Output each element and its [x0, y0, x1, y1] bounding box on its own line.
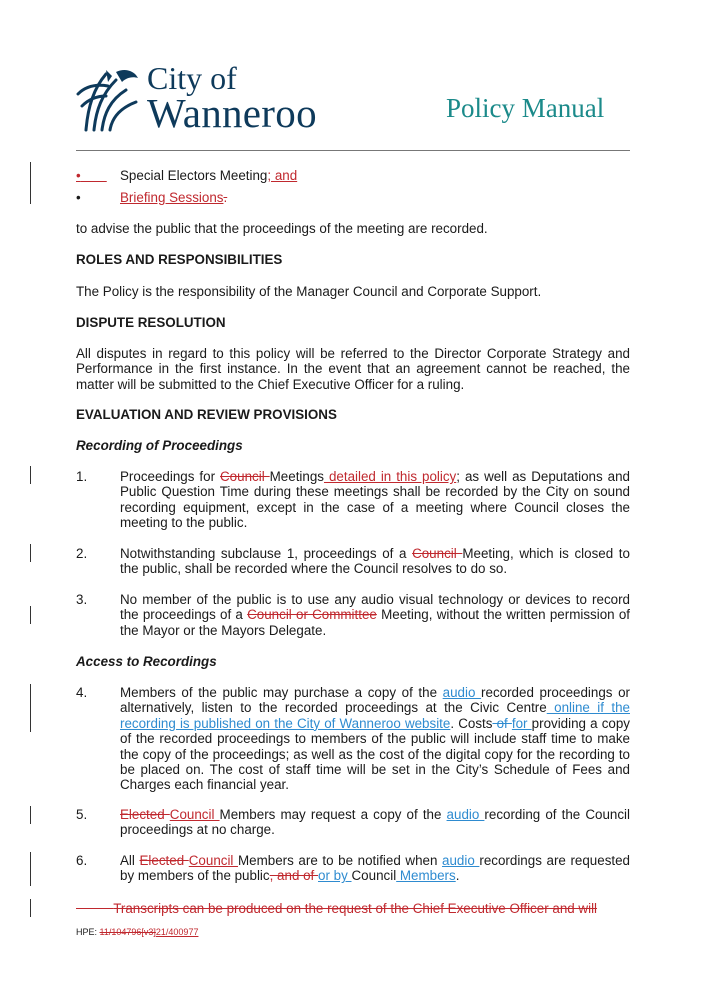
change-bar [30, 162, 31, 204]
deleted-text: Transcripts can be produced on the request of the Chief Executive Officer and will [113, 901, 598, 916]
item-number: 1. [76, 469, 88, 484]
bullet-marker: • [76, 168, 81, 183]
item-number: 4. [76, 685, 88, 700]
inserted-text: audio [446, 807, 485, 822]
subheading-access: Access to Recordings [76, 654, 217, 669]
list-item: Notwithstanding subclause 1, proceedings of a Council Meeting, which is closed to the public, shall be recorded where the Council resolves to do so. [120, 546, 630, 577]
inserted-text: for [511, 715, 532, 731]
bullet-marker: • [76, 190, 81, 205]
subheading-recording: Recording of Proceedings [76, 438, 243, 453]
section-heading-dispute: DISPUTE RESOLUTION [76, 315, 226, 330]
list-item: All Elected Council Members are to be notified when audio recordings are requested by members of the public, and of or by Council Members. [120, 853, 630, 884]
change-bar [30, 684, 31, 732]
logo-city-of: City of [147, 60, 237, 96]
roles-paragraph: The Policy is the responsibility of the Manager Council and Corporate Support. [76, 284, 542, 299]
deleted-text: Council or Committee [247, 607, 377, 623]
list-item: No member of the public is to use any audio visual technology or devices to record the proceedings of a Council or Committee Meeting, without the written permission of the Mayor or the Mayors Delegate. [120, 592, 630, 638]
section-heading-roles: ROLES AND RESPONSIBILITIES [76, 252, 283, 267]
inserted-text: audio [442, 853, 480, 868]
change-bar [30, 466, 31, 484]
change-bar [30, 806, 31, 824]
change-bar [30, 899, 31, 917]
dispute-paragraph: All disputes in regard to this policy will be referred to the Director Corporate Strategy and Performance in the first instance. In the event that an agreement cannot be reached, the matter will be submitted to the Chief Executive Officer for a ruling. [76, 346, 630, 392]
section-heading-evaluation: EVALUATION AND REVIEW PROVISIONS [76, 407, 337, 422]
deleted-text: Council [412, 546, 463, 561]
plant-emblem-icon [76, 66, 142, 132]
inserted-text: 21/400977 [155, 927, 199, 937]
item-number: 3. [76, 592, 88, 607]
deleted-text: Council [220, 469, 270, 484]
footer-reference: HPE: 11/104796[v3]21/400977 [76, 927, 199, 937]
logo-wanneroo: Wanneroo [147, 90, 317, 136]
inserted-text: Council [169, 807, 220, 822]
deleted-text: . [223, 190, 228, 205]
list-item: Members of the public may purchase a copy of the audio recorded proceedings or alternatively, listen to the recorded proceedings at the Civic Centre online if the recording is published on the City of Wanneroo website. Costs of for providing a copy of the recorded proceedings to members of the public will include staff time to make the copy of the proceedings; as well as the cost of the digital copy for the recording to be placed on. The cost of staff time will be set in the City’s Schedule of Fees and Charges each financial year. [120, 685, 631, 793]
deleted-text: 11/104796[v3] [99, 927, 156, 937]
inserted-text: online if the recording is published on the City of Wanneroo website [120, 700, 630, 731]
list-item: Proceedings for Council Meetings detailed in this policy; as well as Deputations and Public Question Time during these meetings shall be recorded by the City on sound recording equipment, except in the case of a meeting where Council closes the meeting to the public. [120, 469, 630, 531]
deleted-text: Elected [120, 807, 170, 822]
inserted-text: Council [188, 853, 239, 868]
change-bar [30, 852, 31, 886]
city-logo [76, 62, 326, 134]
item-number: 5. [76, 807, 88, 822]
inserted-text: audio [442, 685, 482, 700]
header-divider [76, 150, 630, 151]
bullet-item: Special Electors Meeting; and [120, 168, 298, 183]
inserted-text: or by [318, 868, 352, 884]
list-item: Elected Council Members may request a copy of the audio recording of the Council proceedings at no charge. [120, 807, 630, 838]
deleted-text: Elected [139, 853, 189, 868]
manual-title: Policy Manual [446, 93, 605, 123]
deleted-text: , and of [269, 868, 319, 884]
item-number: 2. [76, 546, 88, 561]
item-number: 6. [76, 853, 88, 868]
change-bar [30, 606, 31, 624]
bullet-item [120, 190, 630, 205]
intro-end-paragraph: to advise the public that the proceedings of the meeting are recorded. [76, 221, 488, 236]
deleted-paragraph [76, 901, 630, 916]
deleted-text: of [492, 715, 512, 731]
inserted-text: Members [396, 868, 456, 884]
change-bar [30, 544, 31, 562]
inserted-text: ; and [267, 168, 298, 183]
inserted-text: Briefing Sessions [120, 190, 224, 205]
inserted-text: detailed in this policy [323, 469, 457, 484]
